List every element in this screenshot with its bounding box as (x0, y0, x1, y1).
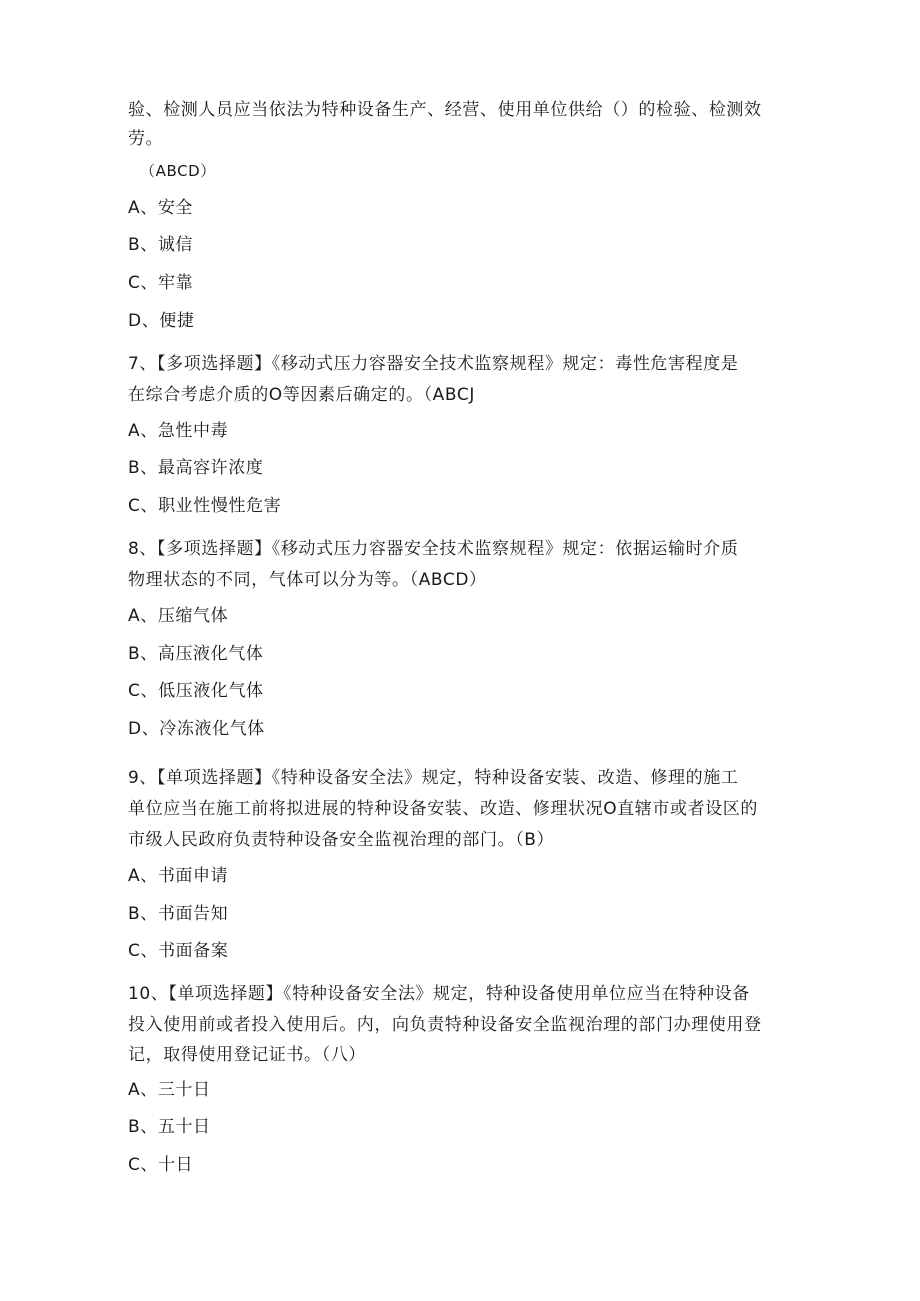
option-item: D、便捷 (128, 311, 195, 331)
option-item: B、五十日 (128, 1117, 211, 1137)
option-item: C、牢靠 (128, 273, 194, 293)
option-item: A、压缩气体 (128, 606, 229, 626)
option-item: B、诚信 (128, 235, 194, 255)
question-text-line: 记，取得使用登记证书。（八） (128, 1045, 366, 1065)
question-text-line: 单位应当在施工前将拟进展的特种设备安装、改造、修理状况O直辖市或者设区的 (128, 799, 758, 819)
question-text-line: 7、【多项选择题】《移动式压力容器安全技术监察规程》规定：毒性危害程度是 (128, 354, 739, 374)
option-item: A、安全 (128, 198, 194, 218)
option-item: A、书面申请 (128, 866, 229, 886)
answer-key: （ABCD） (140, 162, 216, 180)
option-item: D、冷冻液化气体 (128, 719, 265, 739)
option-item: C、十日 (128, 1155, 194, 1175)
question-text-line: 10、【单项选择题】《特种设备安全法》规定，特种设备使用单位应当在特种设备 (128, 984, 750, 1004)
question-text-line: 投入使用前或者投入使用后。内，向负责特种设备安全监视治理的部门办理使用登 (128, 1015, 762, 1035)
option-item: A、三十日 (128, 1080, 211, 1100)
question-text-line: 物理状态的不同，气体可以分为等。（ABCD） (128, 570, 487, 590)
option-item: A、急性中毒 (128, 421, 229, 441)
question-text-line: 劳。 (128, 129, 164, 149)
option-item: B、高压液化气体 (128, 644, 264, 664)
option-item: B、书面告知 (128, 904, 229, 924)
option-item: B、最高容许浓度 (128, 458, 264, 478)
option-item: C、书面备案 (128, 941, 229, 961)
option-item: C、职业性慢性危害 (128, 496, 282, 516)
question-text-line: 市级人民政府负责特种设备安全监视治理的部门。（B） (128, 830, 555, 850)
question-text-line: 9、【单项选择题】《特种设备安全法》规定，特种设备安装、改造、修理的施工 (128, 768, 739, 788)
question-text-line: 8、【多项选择题】《移动式压力容器安全技术监察规程》规定：依据运输时介质 (128, 539, 739, 559)
question-text-line: 验、检测人员应当依法为特种设备生产、经营、使用单位供给（）的检验、检测效 (128, 100, 762, 120)
question-text-line: 在综合考虑介质的O等因素后确定的。（ABCJ (128, 385, 475, 405)
option-item: C、低压液化气体 (128, 681, 264, 701)
